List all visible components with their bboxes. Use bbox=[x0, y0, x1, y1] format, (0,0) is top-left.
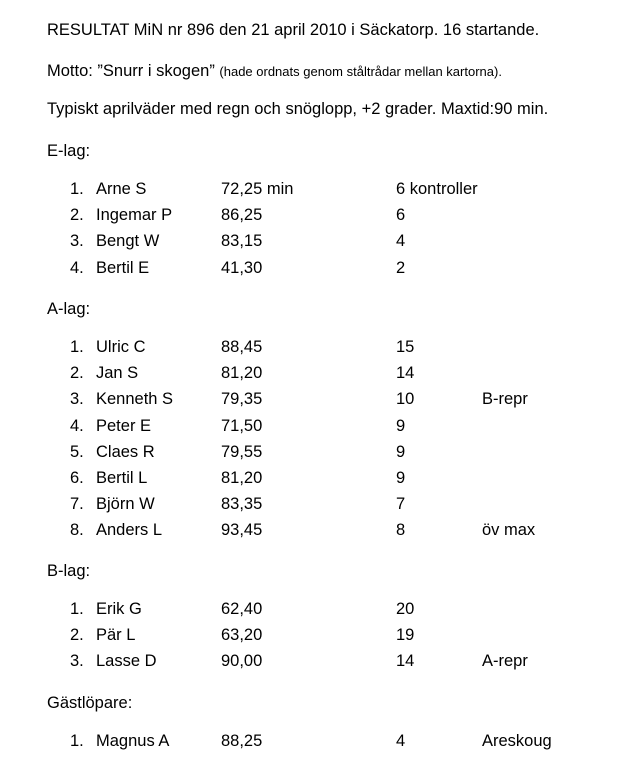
runner-note: öv max bbox=[482, 521, 536, 540]
runner-time: 81,20 bbox=[221, 469, 263, 487]
motto-line bbox=[47, 62, 502, 81]
rank-number: 5. bbox=[70, 442, 84, 461]
runner-time: 88,45 bbox=[221, 338, 263, 356]
control-count: 4 bbox=[396, 232, 406, 251]
result-row bbox=[0, 600, 625, 622]
runner-time: 83,15 bbox=[221, 232, 263, 251]
weather-line: Typiskt aprilväder med regn och snöglopp, +2 grader. Maxtid:90 min. bbox=[47, 100, 549, 118]
runner-name: Peter E bbox=[96, 416, 152, 435]
runner-time: 79,55 bbox=[221, 442, 263, 461]
runner-time: 41,30 bbox=[221, 258, 263, 277]
control-count: 8 bbox=[396, 521, 406, 540]
result-row bbox=[0, 180, 625, 202]
runner-time: 71,50 bbox=[221, 416, 263, 435]
result-row bbox=[0, 364, 625, 386]
runner-name: Arne S bbox=[96, 180, 147, 198]
result-row bbox=[0, 417, 625, 439]
runner-time: 62,40 bbox=[221, 600, 263, 618]
control-count: 19 bbox=[396, 626, 415, 645]
runner-name: Kenneth S bbox=[96, 390, 174, 409]
runner-time: 93,45 bbox=[221, 521, 263, 540]
control-count: 6 kontroller bbox=[396, 180, 478, 198]
section-title-guest-runners: Gästlöpare: bbox=[47, 694, 133, 712]
control-count: 9 bbox=[396, 416, 406, 435]
result-row bbox=[0, 259, 625, 281]
runner-name: Ulric C bbox=[96, 338, 146, 356]
control-count: 14 bbox=[396, 652, 415, 671]
runner-name: Claes R bbox=[96, 442, 155, 461]
control-count: 4 bbox=[396, 732, 406, 750]
runner-name: Jan S bbox=[96, 364, 139, 383]
runner-time: 81,20 bbox=[221, 364, 263, 383]
rank-number: 3. bbox=[70, 390, 84, 409]
rank-number: 1. bbox=[70, 338, 84, 356]
rank-number: 8. bbox=[70, 521, 84, 540]
rank-number: 6. bbox=[70, 469, 84, 487]
section-title-b-lag: B-lag: bbox=[47, 562, 91, 580]
control-count: 7 bbox=[396, 495, 406, 514]
rank-number: 1. bbox=[70, 732, 84, 750]
result-row bbox=[0, 443, 625, 465]
runner-time: 79,35 bbox=[221, 390, 263, 409]
control-count: 9 bbox=[396, 469, 406, 487]
runner-name: Lasse D bbox=[96, 652, 157, 671]
runner-name: Bertil E bbox=[96, 258, 150, 277]
runner-time: 90,00 bbox=[221, 652, 263, 671]
runner-note: B-repr bbox=[482, 390, 528, 409]
rank-number: 3. bbox=[70, 232, 84, 251]
runner-name: Magnus A bbox=[96, 732, 170, 750]
runner-name: Pär L bbox=[96, 626, 136, 645]
runner-name: Ingemar P bbox=[96, 206, 173, 225]
runner-name: Bengt W bbox=[96, 232, 160, 251]
result-row bbox=[0, 626, 625, 648]
control-count: 2 bbox=[396, 258, 406, 277]
rank-number: 2. bbox=[70, 364, 84, 383]
rank-number: 2. bbox=[70, 206, 84, 225]
result-row bbox=[0, 232, 625, 254]
runner-name: Björn W bbox=[96, 495, 155, 514]
runner-time: 72,25 min bbox=[221, 180, 294, 198]
control-count: 9 bbox=[396, 442, 406, 461]
result-row bbox=[0, 206, 625, 228]
result-row bbox=[0, 495, 625, 517]
control-count: 15 bbox=[396, 338, 415, 356]
rank-number: 4. bbox=[70, 258, 84, 277]
rank-number: 1. bbox=[70, 600, 84, 618]
section-title-a-lag: A-lag: bbox=[47, 300, 91, 318]
result-row bbox=[0, 338, 625, 360]
runner-time: 83,35 bbox=[221, 495, 263, 514]
runner-name: Erik G bbox=[96, 600, 142, 618]
motto-note: (hade ordnats genom ståltrådar mellan kartorna). bbox=[219, 64, 502, 79]
rank-number: 7. bbox=[70, 495, 84, 514]
result-row bbox=[0, 652, 625, 674]
control-count: 20 bbox=[396, 600, 415, 618]
control-count: 10 bbox=[396, 390, 415, 409]
control-count: 14 bbox=[396, 364, 415, 383]
runner-name: Anders L bbox=[96, 521, 163, 540]
rank-number: 1. bbox=[70, 180, 84, 198]
section-title-e-lag: E-lag: bbox=[47, 142, 91, 160]
rank-number: 3. bbox=[70, 652, 84, 671]
result-row bbox=[0, 469, 625, 491]
runner-time: 88,25 bbox=[221, 732, 263, 750]
runner-time: 86,25 bbox=[221, 206, 263, 225]
result-row bbox=[0, 732, 625, 754]
runner-time: 63,20 bbox=[221, 626, 263, 645]
results-title: RESULTAT MiN nr 896 den 21 april 2010 i Säckatorp. 16 startande. bbox=[47, 21, 540, 39]
rank-number: 4. bbox=[70, 416, 84, 435]
motto-text: Motto: ”Snurr i skogen” bbox=[47, 62, 215, 80]
result-row bbox=[0, 390, 625, 412]
runner-note: A-repr bbox=[482, 652, 528, 671]
rank-number: 2. bbox=[70, 626, 84, 645]
runner-name: Bertil L bbox=[96, 469, 148, 487]
result-row bbox=[0, 521, 625, 543]
runner-note: Areskoug bbox=[482, 732, 552, 750]
control-count: 6 bbox=[396, 206, 406, 225]
